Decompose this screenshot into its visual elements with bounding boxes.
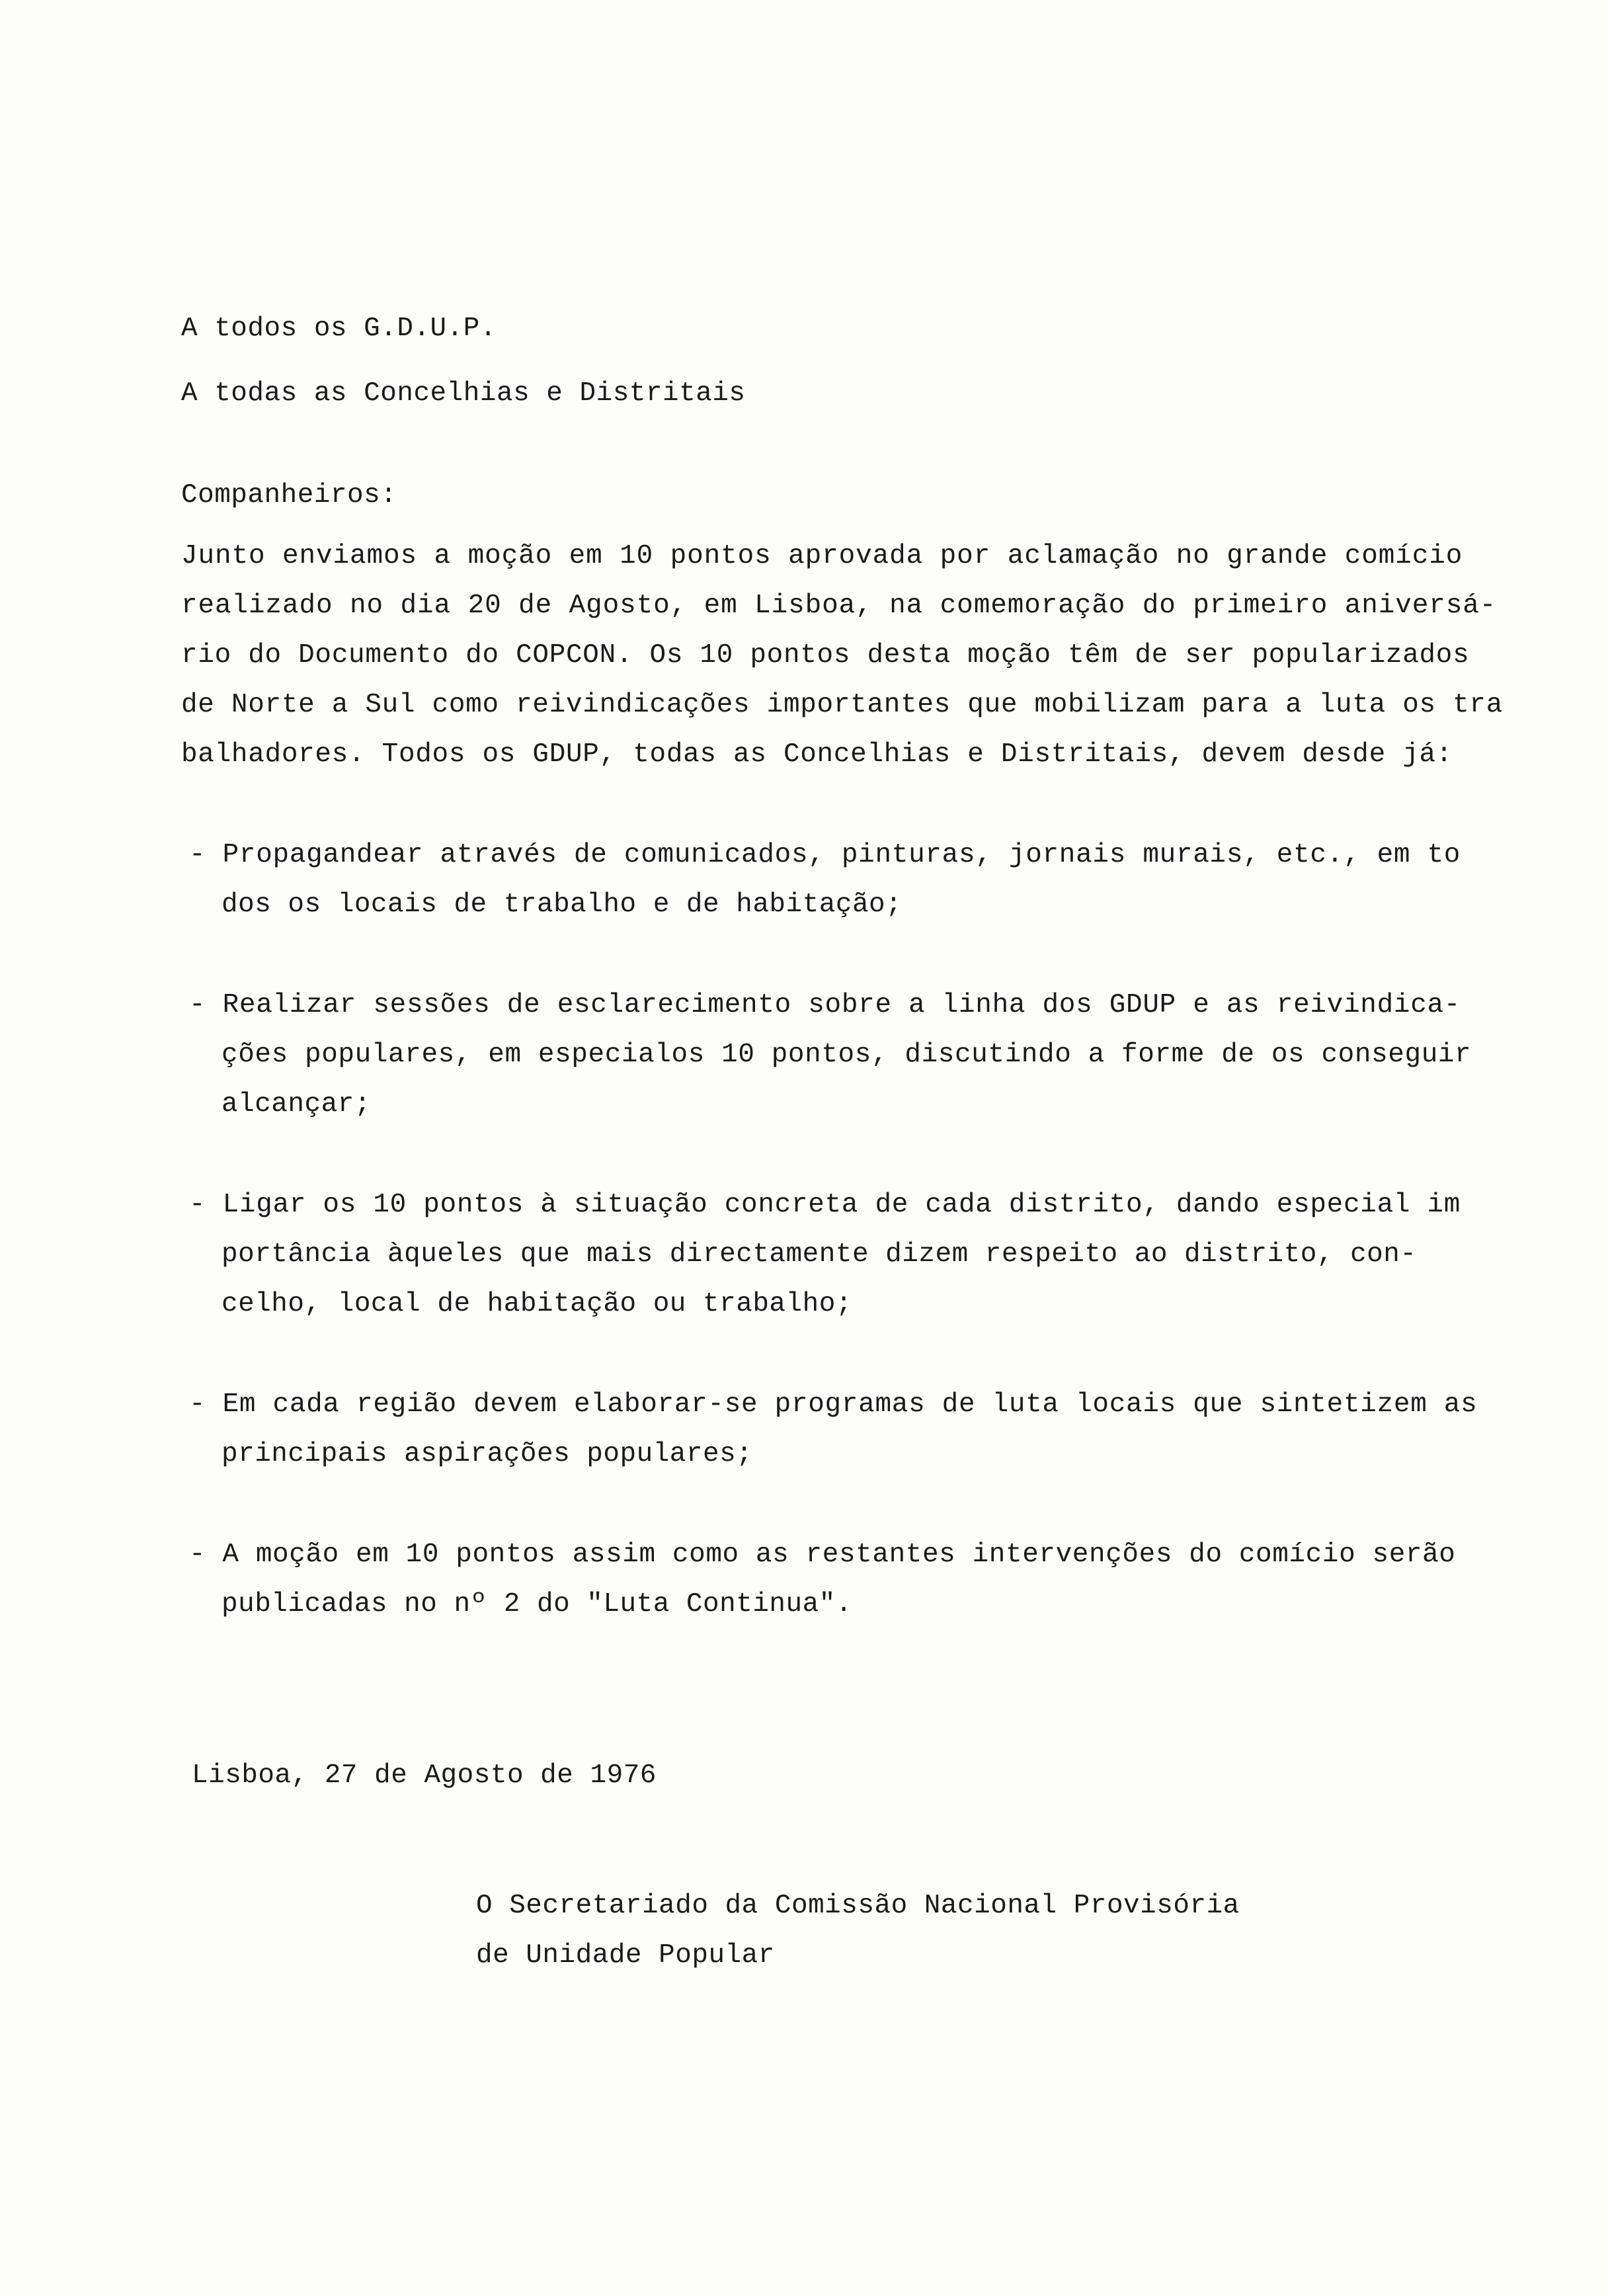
salutation: Companheiros: — [181, 480, 397, 511]
bullet-continuation: alcançar; — [221, 1089, 371, 1120]
bullet-continuation: principais aspirações populares; — [221, 1439, 753, 1469]
signature-line: O Secretariado da Comissão Nacional Provisória — [476, 1891, 1240, 1921]
bullet-continuation: publicadas no nº 2 do "Luta Continua". — [221, 1589, 852, 1620]
bullet-continuation: celho, local de habitação ou trabalho; — [221, 1289, 852, 1319]
intro-line: balhadores. Todos os GDUP, todas as Concelhias e Distritais, devem desde já: — [181, 739, 1453, 770]
bullet-item: - Ligar os 10 pontos à situação concreta de cada distrito, dando especial im — [189, 1190, 1461, 1220]
intro-line: realizado no dia 20 de Agosto, em Lisboa, na comemoração do primeiro aniversá- — [181, 591, 1497, 621]
intro-line: rio do Documento do COPCON. Os 10 pontos desta moção têm de ser popularizados — [181, 640, 1470, 671]
bullet-item: - Propagandear através de comunicados, pinturas, jornais murais, etc., em to — [189, 840, 1461, 870]
bullet-item: - A moção em 10 pontos assim como as restantes intervenções do comício serão — [189, 1539, 1456, 1570]
bullet-item: - Realizar sessões de esclarecimento sobre a linha dos GDUP e as reivindica- — [189, 990, 1461, 1020]
bullet-continuation: ções populares, em especialos 10 pontos, discutindo a forme de os conseguir — [221, 1040, 1472, 1070]
date-line: Lisboa, 27 de Agosto de 1976 — [192, 1760, 657, 1791]
intro-line: de Norte a Sul como reivindicações importantes que mobilizam para a luta os tra — [181, 690, 1504, 720]
recipient-gdup: A todos os G.D.U.P. — [181, 313, 497, 344]
recipient-concelhias: A todas as Concelhias e Distritais — [181, 378, 746, 409]
signature-line: de Unidade Popular — [476, 1940, 775, 1971]
bullet-continuation: portância àqueles que mais directamente dizem respeito ao distrito, con- — [221, 1239, 1417, 1270]
intro-line: Junto enviamos a moção em 10 pontos aprovada por aclamação no grande comício — [181, 541, 1463, 571]
bullet-item: - Em cada região devem elaborar-se programas de luta locais que sintetizem as — [189, 1389, 1478, 1420]
bullet-continuation: dos os locais de trabalho e de habitação; — [221, 889, 903, 920]
